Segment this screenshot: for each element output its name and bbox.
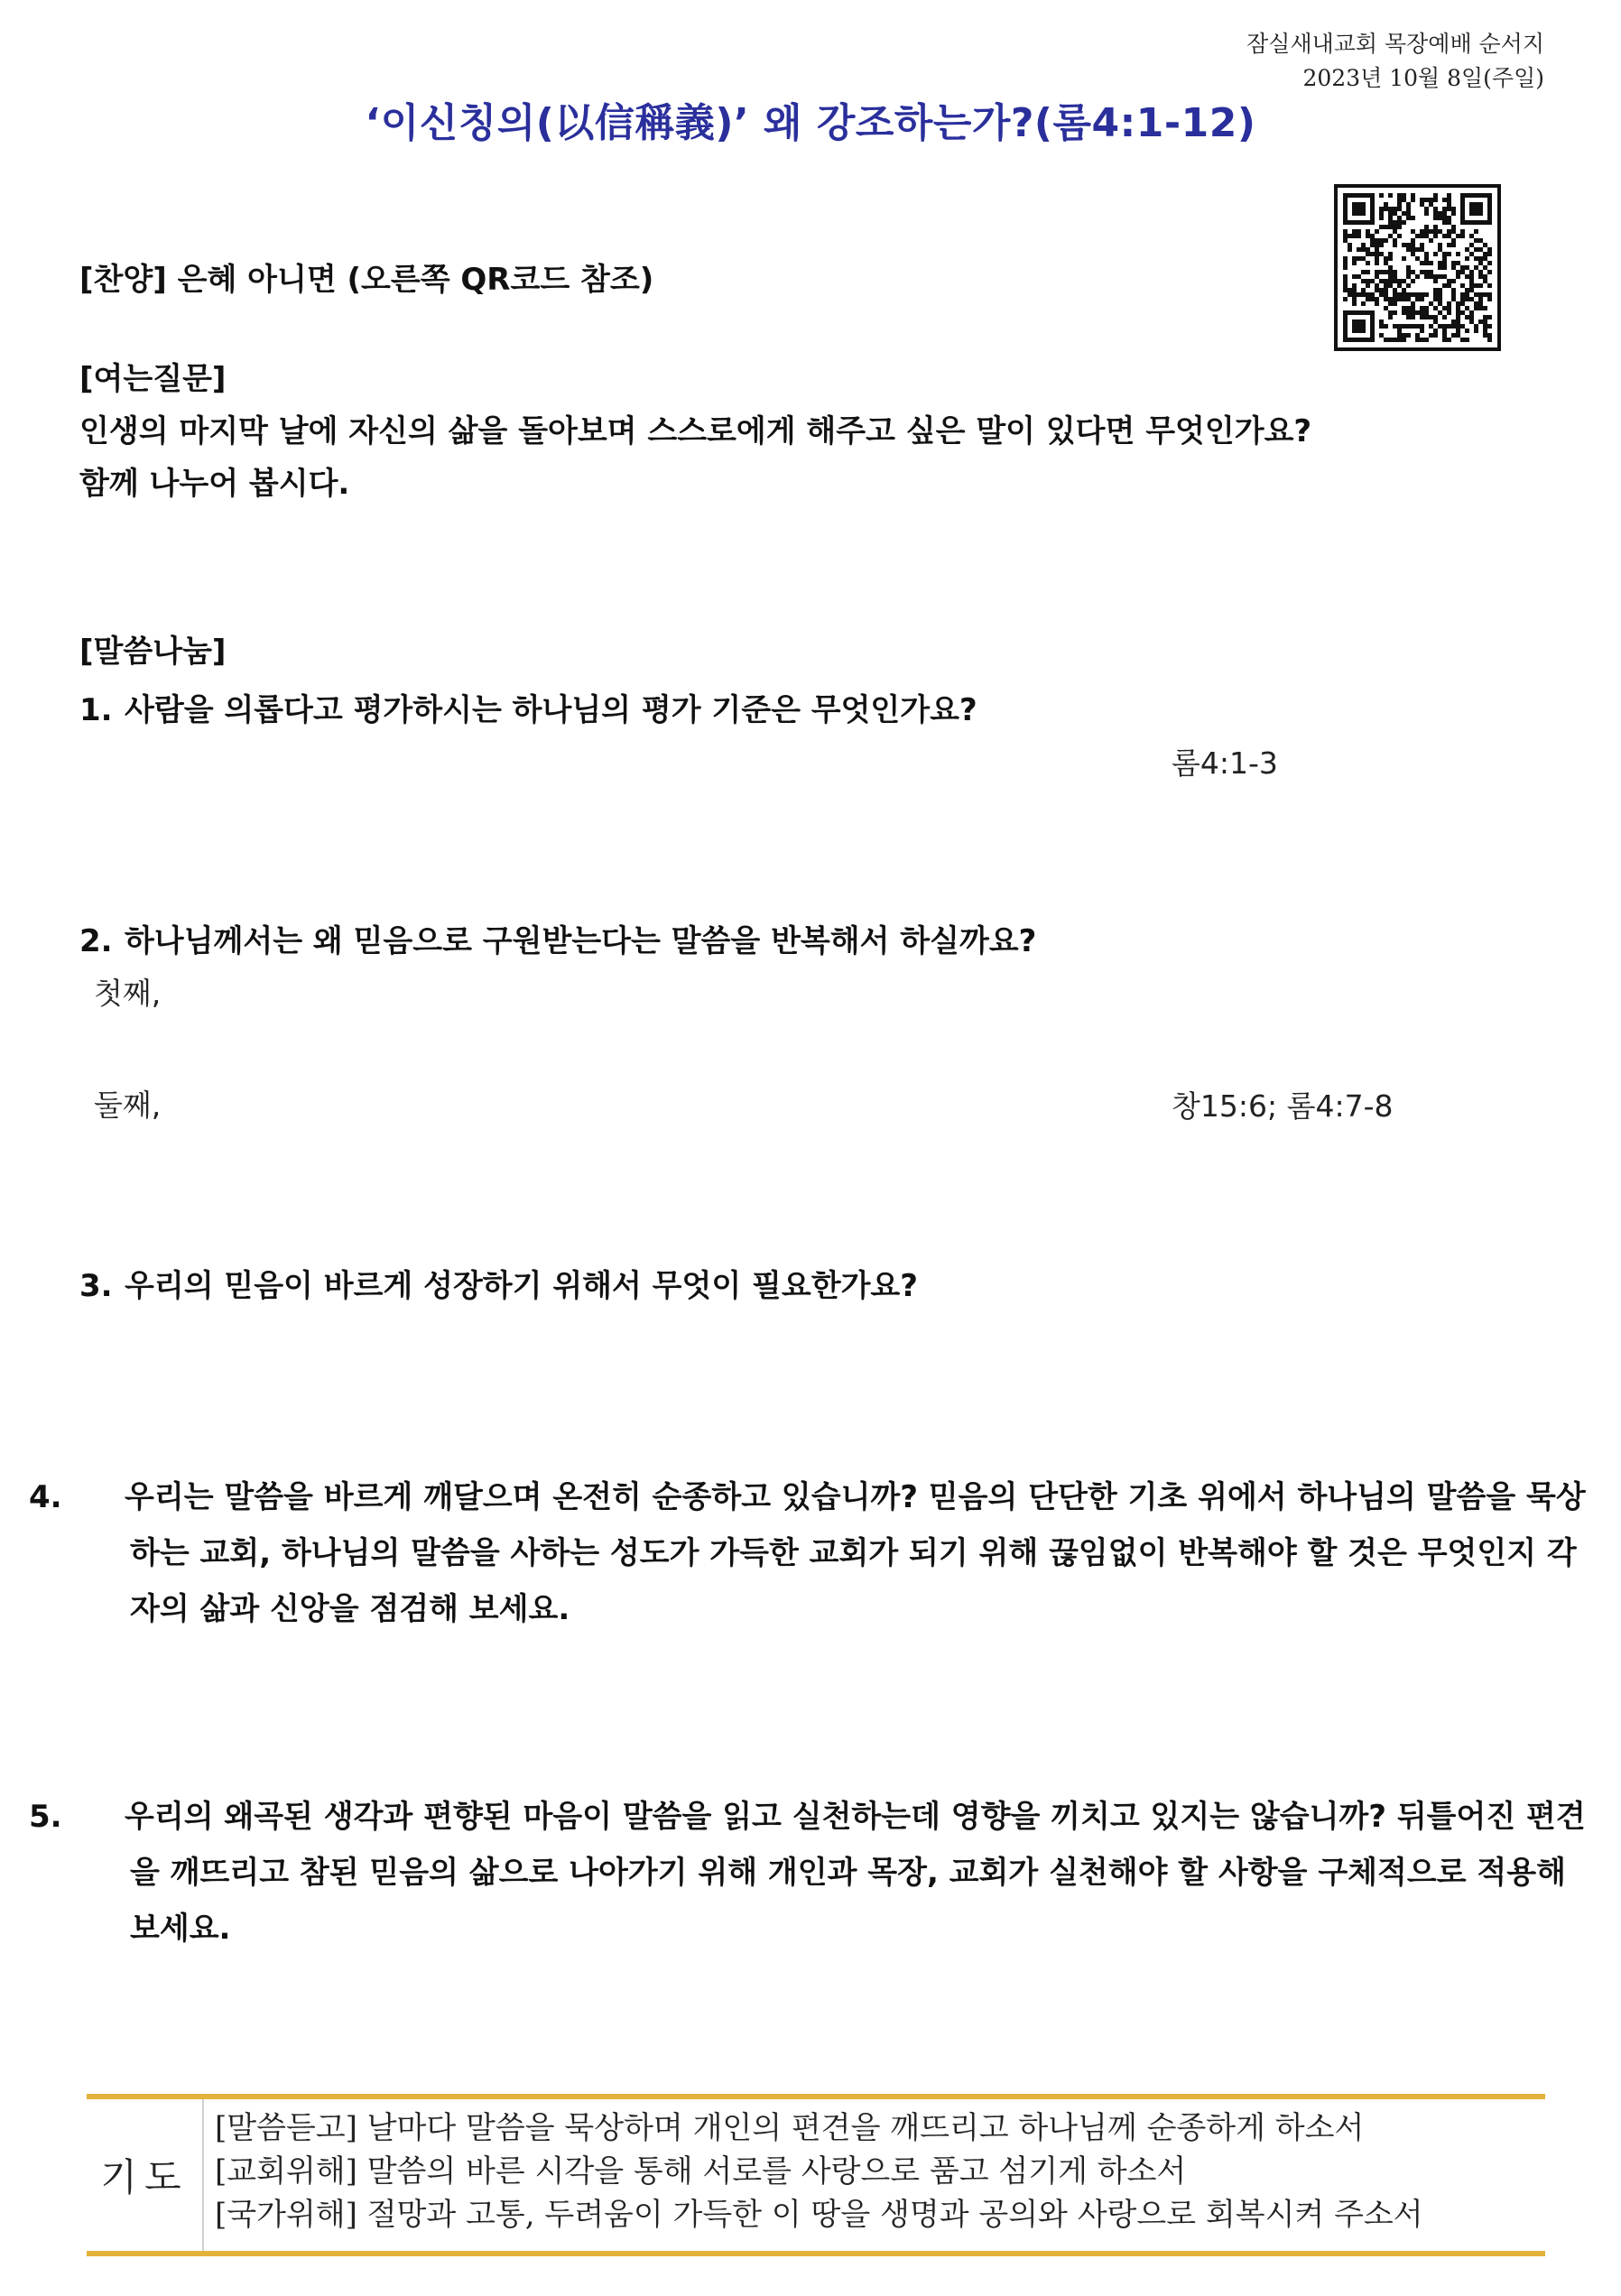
- prayer-line-church: [교회위해] 말씀의 바른 시각을 통해 서로를 사랑으로 품고 섬기게 하소서: [215, 2153, 1187, 2190]
- qr-code-icon: [1334, 184, 1501, 351]
- header-meta: [1246, 27, 1544, 96]
- answer-second: 둘째,: [94, 1088, 162, 1123]
- question-text: 우리는 말씀을 바르게 깨달으며 온전히 순종하고 있습니까? 믿음의 단단한 기초 위에서 하나님의 말씀을 묵상하는 교회, 하나님의 말씀을 사하는 성도가 가득한 교회가 되기 위해 끊임없이 반복해야 할 것은 무엇인지 각자의 삶과 신앙을 점검해 보세요.: [125, 1479, 1586, 1627]
- question-text: 사람을 의롭다고 평가하시는 하나님의 평가 기준은 무엇인가요?: [125, 692, 977, 728]
- opening-question-line-1: 인생의 마지막 날에 자신의 삶을 돌아보며 스스로에게 해주고 싶은 말이 있다면 무엇인가요?: [79, 413, 1312, 449]
- page-title: ‘이신칭의(以信稱義)’ 왜 강조하는가?(롬4:1-12): [365, 100, 1256, 146]
- question-text: 우리의 왜곡된 생각과 편향된 마음이 말씀을 읽고 실천하는데 영향을 끼치고 있지는 않습니까? 뒤틀어진 편견을 깨뜨리고 참된 믿음의 삶으로 나아가기 위해 개인과 목장, 교회가 실천해야 할 사항을 구체적으로 적용해 보세요.: [125, 1799, 1586, 1947]
- question-number: 4.: [29, 1479, 62, 1515]
- service-date: 2023년 10월 8일(주일): [1302, 65, 1544, 91]
- prayer-box: [87, 2094, 1545, 2256]
- question-4: [29, 1469, 1597, 1637]
- question-5: [29, 1789, 1597, 1957]
- question-number: 1.: [79, 692, 113, 728]
- question-1: [79, 682, 1546, 738]
- question-number: 3.: [79, 1268, 113, 1304]
- question-3: [79, 1258, 1546, 1314]
- question-number: 5.: [29, 1799, 62, 1835]
- church-name: 잠실새내교회 목장예배 순서지: [1246, 31, 1544, 57]
- answer-first: 첫째,: [94, 976, 162, 1011]
- question-text: 우리의 믿음이 바르게 성장하기 위해서 무엇이 필요한가요?: [125, 1268, 918, 1304]
- sharing-heading: [말씀나눔]: [79, 634, 227, 670]
- prayer-line-nation: [국가위해] 절망과 고통, 두려움이 가득한 이 땅을 생명과 공의와 사랑으로 회복시켜 주소서: [215, 2197, 1423, 2233]
- question-text: 하나님께서는 왜 믿음으로 구원받는다는 말씀을 반복해서 하실까요?: [125, 923, 1037, 959]
- prayer-lines: [215, 2106, 1423, 2236]
- opening-question-line-2: 함께 나누어 봅시다.: [79, 466, 350, 502]
- scripture-reference: 창15:6; 롬4:7-8: [1172, 1088, 1394, 1124]
- hymn-line: [찬양] 은혜 아니면 (오른쪽 QR코드 참조): [79, 262, 654, 298]
- opening-heading: [여는질문]: [79, 361, 227, 397]
- scripture-reference: 롬4:1-3: [1172, 745, 1278, 781]
- question-2: [79, 913, 1546, 969]
- prayer-line-word: [말씀듣고] 날마다 말씀을 묵상하며 개인의 편견을 깨뜨리고 하나님께 순종하게 하소서: [215, 2110, 1365, 2146]
- prayer-label: 기도: [87, 2099, 204, 2251]
- question-number: 2.: [79, 923, 113, 959]
